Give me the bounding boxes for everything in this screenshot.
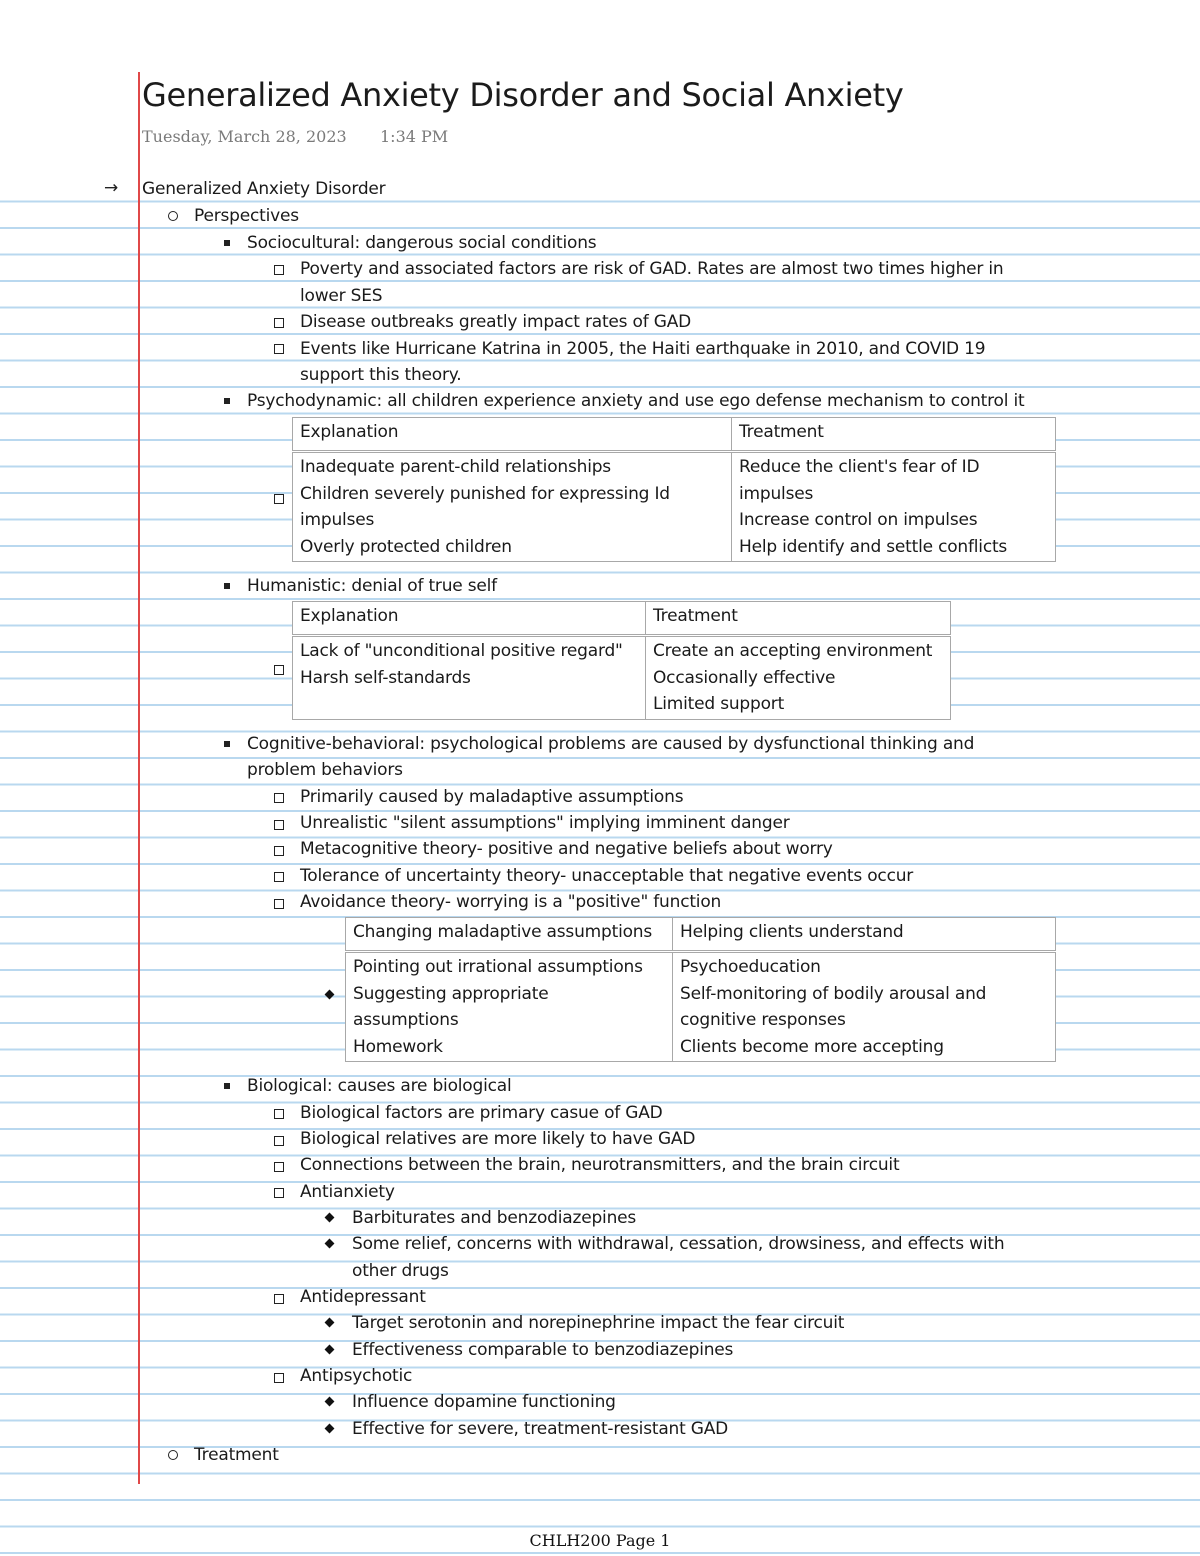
cell-line: Children severely punished for expressing Id	[300, 483, 670, 504]
cell-line: Inadequate parent-child relationships	[300, 457, 611, 477]
table-header: Explanation	[293, 418, 732, 452]
circle-bullet-icon	[168, 211, 178, 221]
diamond-bullet-icon	[325, 1345, 335, 1355]
table-cell[interactable]	[732, 452, 1056, 562]
list-item[interactable]: Effective for severe, treatment-resistant GAD	[352, 1419, 729, 1439]
list-item[interactable]: Influence dopamine functioning	[352, 1392, 616, 1412]
list-item[interactable]: other drugs	[352, 1261, 449, 1281]
outline-cognitive[interactable]: Cognitive-behavioral: psychological problems are caused by dysfunctional thinking and	[247, 734, 975, 754]
cell-line: Limited support	[653, 694, 785, 714]
table-header: Treatment	[646, 602, 951, 636]
table-cell[interactable]	[293, 452, 732, 562]
arrow-icon: →	[104, 178, 119, 198]
list-item[interactable]: Poverty and associated factors are risk of GAD. Rates are almost two times higher in	[300, 259, 1004, 279]
list-item[interactable]: Some relief, concerns with withdrawal, cessation, drowsiness, and effects with	[352, 1234, 1005, 1254]
cell-line: Lack of "unconditional positive regard"	[300, 641, 623, 661]
box-bullet-icon	[274, 1294, 284, 1304]
list-item[interactable]: Metacognitive theory- positive and negative beliefs about worry	[300, 839, 833, 859]
outline-humanistic[interactable]: Humanistic: denial of true self	[247, 576, 497, 596]
page-title: Generalized Anxiety Disorder and Social Anxiety	[142, 76, 904, 114]
square-bullet-icon	[224, 1083, 230, 1089]
list-item[interactable]: Avoidance theory- worrying is a "positive" function	[300, 892, 722, 912]
cell-line: Suggesting appropriate	[353, 983, 549, 1004]
diamond-bullet-icon	[325, 990, 335, 1000]
page-margin-line	[138, 72, 140, 1484]
table-header: Changing maladaptive assumptions	[346, 918, 673, 952]
cell-line: Create an accepting environment	[653, 641, 933, 661]
outline-sociocultural[interactable]: Sociocultural: dangerous social conditions	[247, 233, 597, 253]
humanistic-table	[292, 601, 951, 720]
box-bullet-icon	[274, 846, 284, 856]
list-item[interactable]: Connections between the brain, neurotransmitters, and the brain circuit	[300, 1155, 900, 1175]
table-cell[interactable]	[673, 952, 1056, 1062]
list-item[interactable]: Disease outbreaks greatly impact rates of GAD	[300, 312, 692, 332]
table-cell[interactable]	[646, 636, 951, 720]
list-item[interactable]: Barbiturates and benzodiazepines	[352, 1208, 637, 1228]
square-bullet-icon	[224, 583, 230, 589]
diamond-bullet-icon	[325, 1397, 335, 1407]
box-bullet-icon	[274, 265, 284, 275]
outline-treatment[interactable]: Treatment	[194, 1445, 279, 1465]
outline-perspectives[interactable]: Perspectives	[194, 206, 299, 226]
cell-line: Help identify and settle conflicts	[739, 536, 1008, 557]
diamond-bullet-icon	[325, 1424, 335, 1434]
circle-bullet-icon	[168, 1450, 178, 1460]
outline-biological[interactable]: Biological: causes are biological	[247, 1076, 512, 1096]
table-header: Explanation	[293, 602, 646, 636]
table-cell[interactable]	[293, 636, 646, 720]
cell-line: Homework	[353, 1036, 443, 1057]
outline-psychodynamic[interactable]: Psychodynamic: all children experience anxiety and use ego defense mechanism to control it	[247, 391, 1025, 411]
list-item[interactable]: Events like Hurricane Katrina in 2005, the Haiti earthquake in 2010, and COVID 19	[300, 339, 986, 359]
outline-antidepressant[interactable]: Antidepressant	[300, 1287, 426, 1307]
cell-line: Pointing out irrational assumptions	[353, 957, 643, 977]
outline-antipsychotic[interactable]: Antipsychotic	[300, 1366, 413, 1386]
cell-line: Occasionally effective	[653, 667, 836, 688]
cognitive-table	[345, 917, 1056, 1062]
square-bullet-icon	[224, 398, 230, 404]
list-item[interactable]: Biological relatives are more likely to have GAD	[300, 1129, 696, 1149]
outline-cognitive-cont[interactable]: problem behaviors	[247, 760, 403, 780]
box-bullet-icon	[274, 899, 284, 909]
box-bullet-icon	[274, 318, 284, 328]
cell-line: Reduce the client's fear of ID	[739, 457, 980, 477]
box-bullet-icon	[274, 494, 284, 504]
cell-line: assumptions	[353, 1010, 459, 1030]
diamond-bullet-icon	[325, 1318, 335, 1328]
table-cell[interactable]	[346, 952, 673, 1062]
square-bullet-icon	[224, 240, 230, 246]
list-item[interactable]: Biological factors are primary casue of GAD	[300, 1103, 663, 1123]
list-item[interactable]: Tolerance of uncertainty theory- unacceptable that negative events occur	[300, 866, 914, 886]
cell-line: Self-monitoring of bodily arousal and	[680, 983, 987, 1004]
box-bullet-icon	[274, 344, 284, 354]
box-bullet-icon	[274, 1188, 284, 1198]
psychodynamic-table	[292, 417, 1056, 562]
outline-antianxiety[interactable]: Antianxiety	[300, 1182, 395, 1202]
cell-line: Overly protected children	[300, 536, 512, 557]
page-time: 1:34 PM	[380, 127, 449, 146]
page-footer: CHLH200 Page 1	[0, 1531, 1200, 1550]
list-item[interactable]: Unrealistic "silent assumptions" implying imminent danger	[300, 813, 790, 833]
list-item[interactable]: lower SES	[300, 286, 383, 306]
list-item[interactable]: Primarily caused by maladaptive assumptions	[300, 787, 684, 807]
page-date: Tuesday, March 28, 2023	[142, 127, 347, 146]
box-bullet-icon	[274, 820, 284, 830]
diamond-bullet-icon	[325, 1239, 335, 1249]
cell-line: cognitive responses	[680, 1010, 846, 1030]
cell-line: Increase control on impulses	[739, 510, 978, 530]
outline-root[interactable]: Generalized Anxiety Disorder	[142, 179, 386, 199]
box-bullet-icon	[274, 665, 284, 675]
cell-line: Psychoeducation	[680, 957, 821, 977]
cell-line: impulses	[300, 510, 375, 530]
box-bullet-icon	[274, 1162, 284, 1172]
list-item[interactable]: Target serotonin and norepinephrine impact the fear circuit	[352, 1313, 845, 1333]
list-item[interactable]: Effectiveness comparable to benzodiazepines	[352, 1340, 734, 1360]
table-header: Treatment	[732, 418, 1056, 452]
table-header: Helping clients understand	[673, 918, 1056, 952]
box-bullet-icon	[274, 1136, 284, 1146]
cell-line: impulses	[739, 483, 814, 504]
box-bullet-icon	[274, 793, 284, 803]
square-bullet-icon	[224, 741, 230, 747]
cell-line: Clients become more accepting	[680, 1036, 944, 1057]
diamond-bullet-icon	[325, 1213, 335, 1223]
box-bullet-icon	[274, 1109, 284, 1119]
box-bullet-icon	[274, 1373, 284, 1383]
box-bullet-icon	[274, 872, 284, 882]
list-item[interactable]: support this theory.	[300, 365, 462, 385]
cell-line: Harsh self-standards	[300, 667, 471, 688]
